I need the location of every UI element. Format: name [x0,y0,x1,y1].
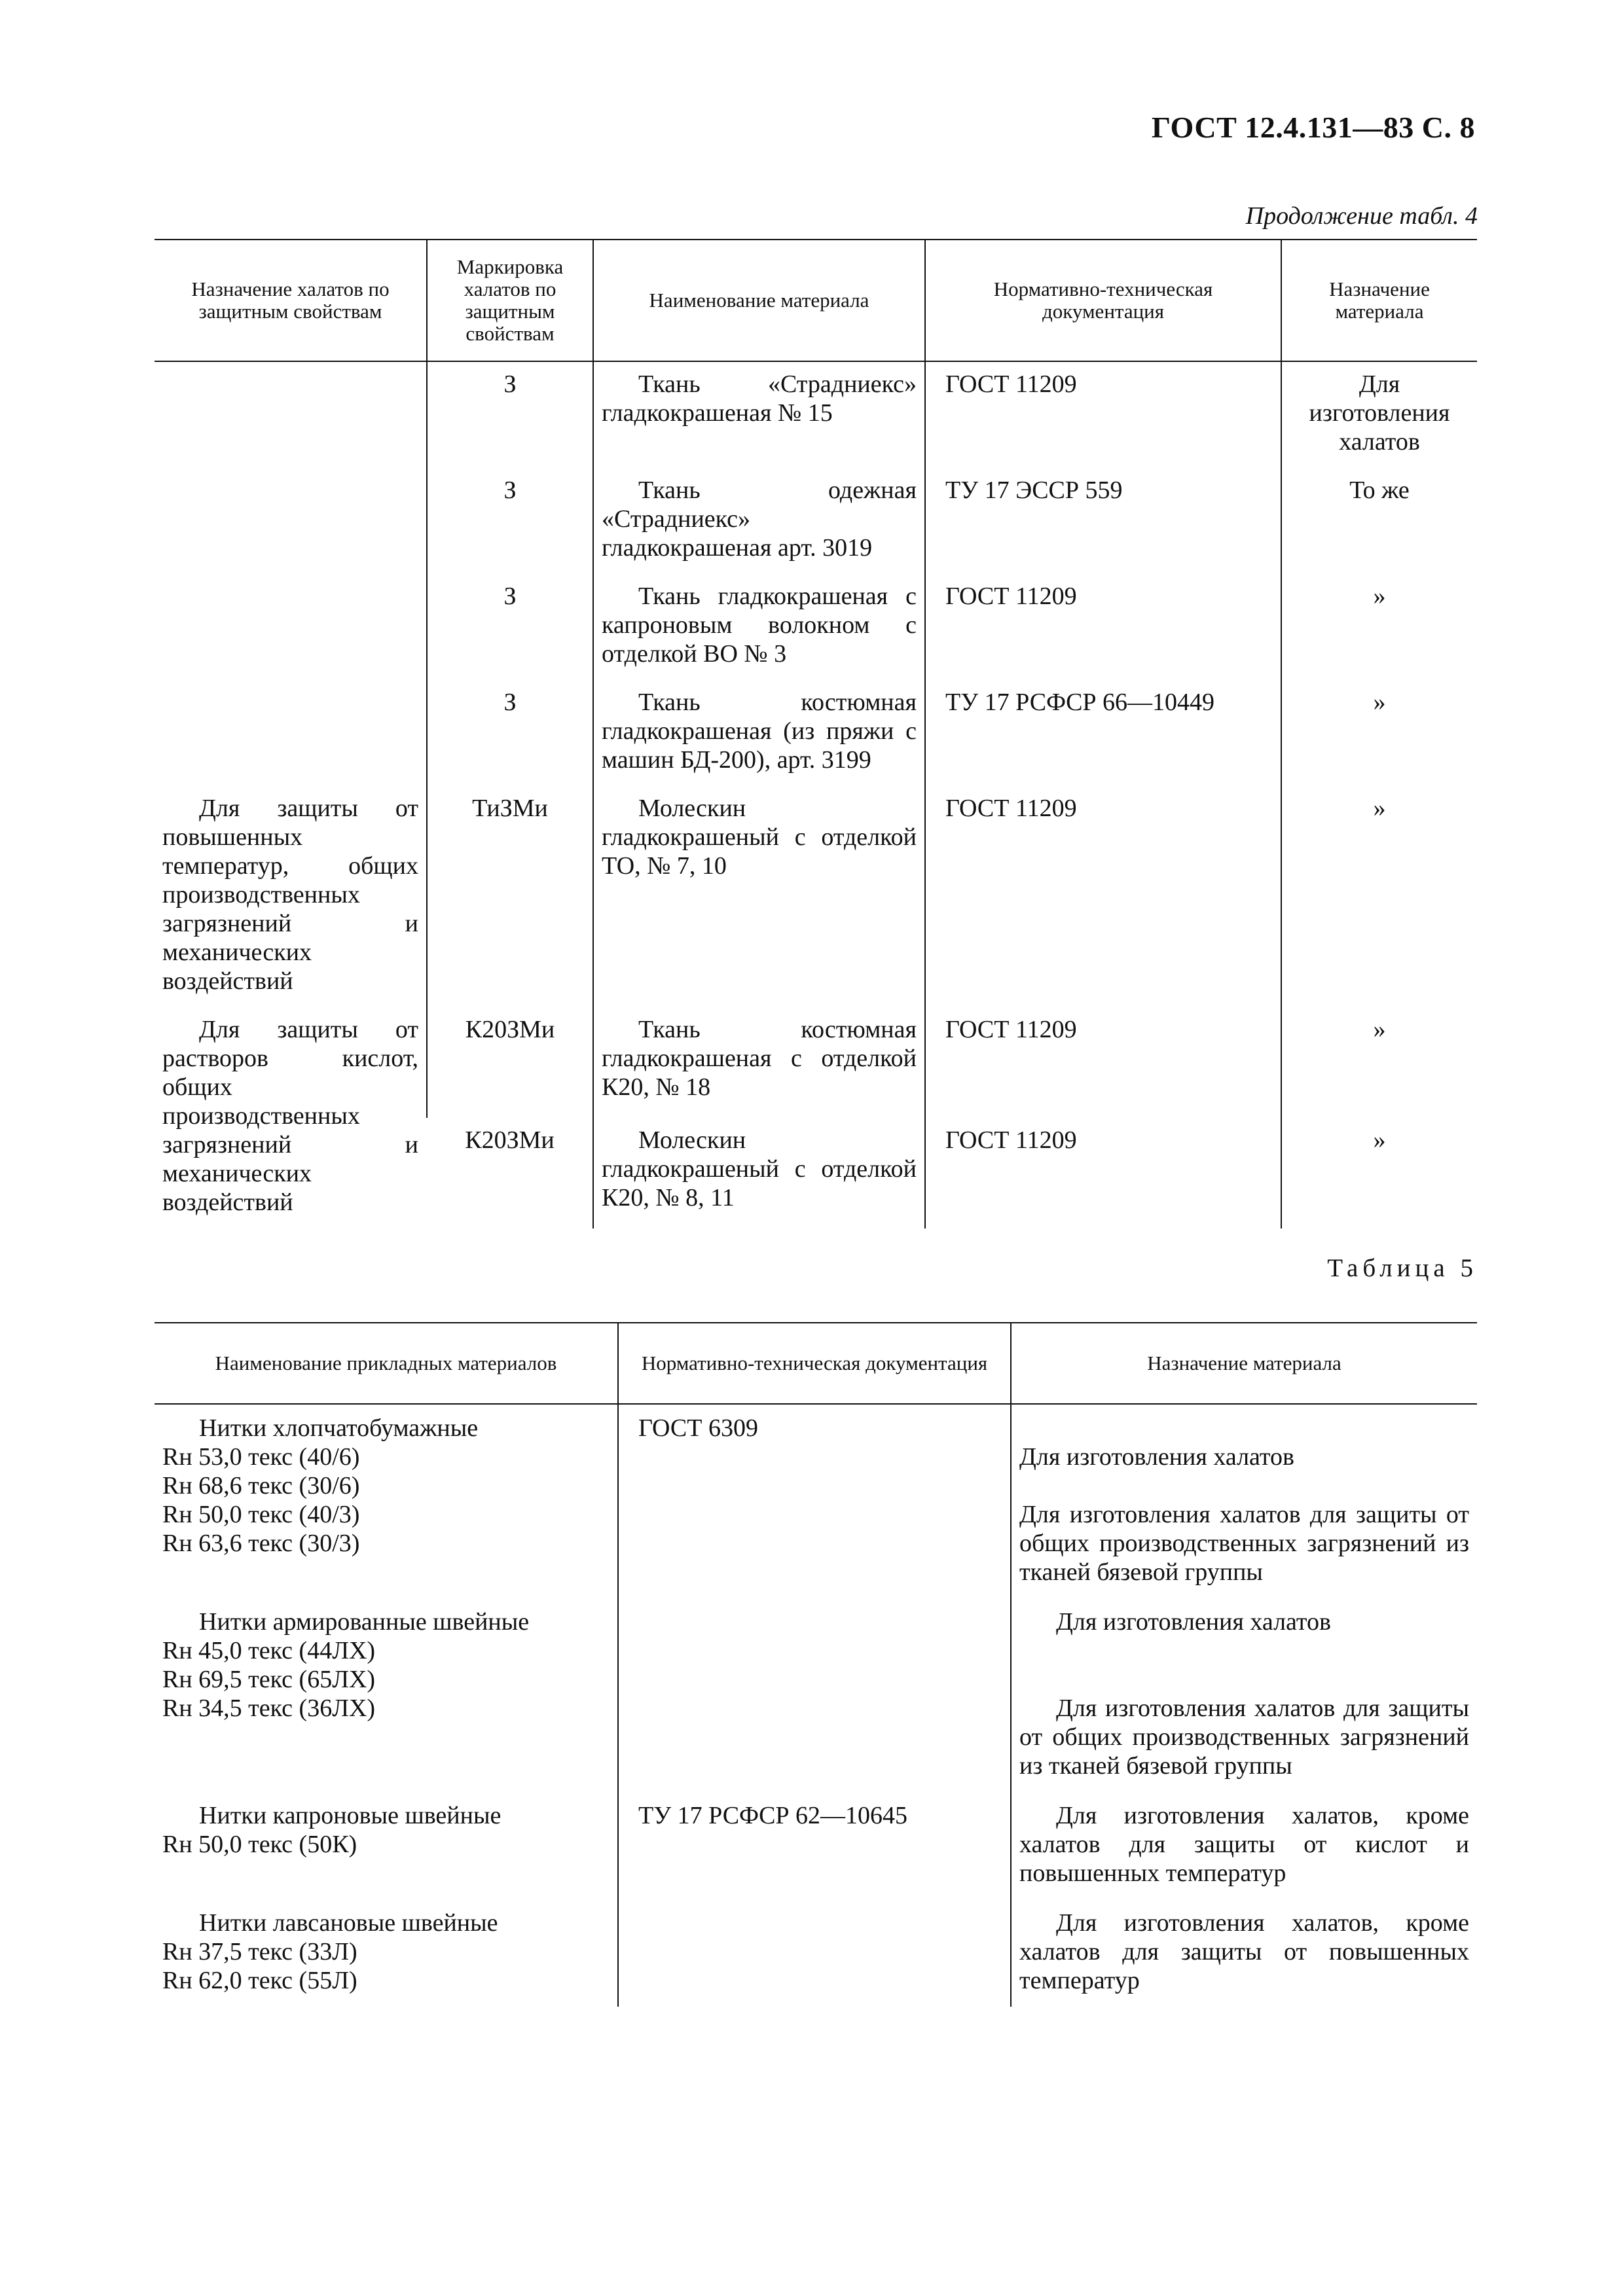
cell-material-purpose: » [1281,786,1477,1007]
cell-documentation [618,1899,1011,2007]
cell-purpose [155,468,427,574]
cell-documentation: ТУ 17 РСФСР 62—10645 [618,1792,1011,1899]
spacer [1019,1414,1469,1443]
cell-applied-material [155,1899,618,2007]
table-4-header-row [155,240,1477,361]
cell-marking: З [427,361,593,468]
spacer [1019,1471,1469,1500]
purpose-text: Для изготовления халатов для защиты от общих производственных загрязнений из тканей бязевой группы [1019,1695,1469,1780]
table-5-title: Таблица 5 [1327,1254,1478,1282]
cell-material-purpose: Для изготовления халатов [1281,361,1477,468]
cell-documentation: ТУ 17 ЭССР 559 [925,468,1281,574]
cell-applied-material [155,1792,618,1899]
col-header-marking: Маркировка халатов по защитным свойствам [427,240,593,361]
material-item: Rн 34,5 текс (36ЛХ) [162,1695,376,1722]
cell-material-purpose: » [1281,1007,1477,1118]
material-item: Rн 50,0 текс (40/3) [162,1501,360,1528]
col-header-applied-materials: Наименование прикладных материалов [155,1323,618,1404]
cell-material: Ткань «Страдниекс» гладкокрашеная № 15 [593,361,925,468]
purpose-text: Для изготовления халатов, кроме халатов для защиты от кислот и повышенных температур [1019,1802,1469,1887]
cell-material: Ткань костюмная гладкокрашеная с отделкой К20, № 18 [593,1007,925,1118]
table-row [155,680,1477,786]
cell-marking: ТиЗМи [427,786,593,1007]
col-header-material-purpose: Назначение материала [1281,240,1477,361]
cell-material-purpose: » [1281,680,1477,786]
table-row [155,1899,1477,2007]
material-item: Rн 45,0 текс (44ЛХ) [162,1637,376,1664]
cell-documentation: ГОСТ 11209 [925,786,1281,1007]
cell-material-purpose [1011,1598,1477,1792]
cell-material: Ткань гладкокрашеная с капроновым волокном с отделкой ВО № 3 [593,574,925,680]
cell-material: Молескин гладкокрашеный с отделкой К20, № 8, 11 [593,1118,925,1229]
cell-material-purpose [1011,1899,1477,2007]
table-row [155,1007,1477,1118]
cell-marking: К20ЗМи [465,1126,555,1154]
table-4 [155,239,1477,1229]
material-item: Rн 68,6 текс (30/6) [162,1472,360,1499]
material-item: Rн 62,0 текс (55Л) [162,1967,357,1994]
col-header-material-purpose: Назначение материала [1011,1323,1477,1404]
cell-purpose: Для защиты от растворов кислот, общих производственных загрязнений и механических воздействий [162,1016,418,1216]
cell-material: Ткань одежная «Страдниекс» гладкокрашеная арт. 3019 [593,468,925,574]
cell-purpose: Для защиты от повышенных температур, общих производственных загрязнений и механических воздействий [162,795,418,995]
cell-material-purpose [1011,1792,1477,1899]
cell-material: Молескин гладкокрашеный с отделкой ТО, № 7, 10 [593,786,925,1007]
cell-applied-material [155,1598,618,1792]
col-header-purpose: Назначение халатов по защитным свойствам [155,240,427,361]
cell-purpose [155,680,427,786]
purpose-text: Для изготовления халатов, кроме халатов для защиты от повышенных температур [1019,1909,1469,1994]
cell-marking: З [427,468,593,574]
table-row [155,1598,1477,1792]
cell-material-purpose: То же [1281,468,1477,574]
cell-documentation: ГОСТ 11209 [925,1118,1281,1229]
cell-documentation: ГОСТ 11209 [925,574,1281,680]
cell-documentation [618,1598,1011,1792]
cell-material-purpose: » [1281,1118,1477,1229]
material-group-name: Нитки хлопчатобумажные [199,1414,479,1442]
material-item: Rн 69,5 текс (65ЛХ) [162,1666,376,1693]
table-5-header-row [155,1323,1477,1404]
material-item: Rн 53,0 текс (40/6) [162,1443,360,1471]
material-item: Rн 37,5 текс (33Л) [162,1938,357,1965]
material-group-name: Нитки армированные швейные [199,1608,530,1636]
spacer [1019,1636,1469,1694]
cell-purpose [155,361,427,468]
table-row [155,786,1477,1007]
cell-documentation: ТУ 17 РСФСР 66—10449 [925,680,1281,786]
table-row [155,574,1477,680]
material-group-name: Нитки капроновые швейные [199,1802,501,1829]
cell-marking: К20ЗМи [427,1007,593,1118]
table-row [155,468,1477,574]
purpose-text: Для изготовления халатов [1019,1443,1294,1471]
cell-material: Ткань костюмная гладкокрашеная (из пряжи с машин БД-200), арт. 3199 [593,680,925,786]
cell-marking: З [427,680,593,786]
col-header-material: Наименование материала [593,240,925,361]
cell-documentation: ГОСТ 6309 [618,1404,1011,1598]
cell-documentation: ГОСТ 11209 [925,361,1281,468]
material-item: Rн 50,0 текс (50К) [162,1831,357,1858]
table-continuation-label: Продолжение табл. 4 [1245,202,1478,230]
col-header-documentation: Нормативно-техническая документация [925,240,1281,361]
cell-purpose [155,574,427,680]
purpose-text: Для изготовления халатов [1056,1608,1331,1636]
cell-documentation: ГОСТ 11209 [925,1007,1281,1118]
cell-material-purpose [1011,1404,1477,1598]
table-row [155,1792,1477,1899]
col-header-documentation: Нормативно-техническая документация [618,1323,1011,1404]
material-item: Rн 63,6 текс (30/3) [162,1530,360,1557]
table-row [155,1404,1477,1598]
cell-applied-material [155,1404,618,1598]
material-group-name: Нитки лавсановые швейные [199,1909,498,1937]
page-header: ГОСТ 12.4.131—83 С. 8 [1151,111,1475,144]
table-5 [155,1322,1477,2007]
cell-marking: З [427,574,593,680]
cell-material-purpose: » [1281,574,1477,680]
purpose-text: Для изготовления халатов для защиты от общих производственных загрязнений из тканей бязевой группы [1019,1501,1469,1586]
table-row [155,361,1477,468]
